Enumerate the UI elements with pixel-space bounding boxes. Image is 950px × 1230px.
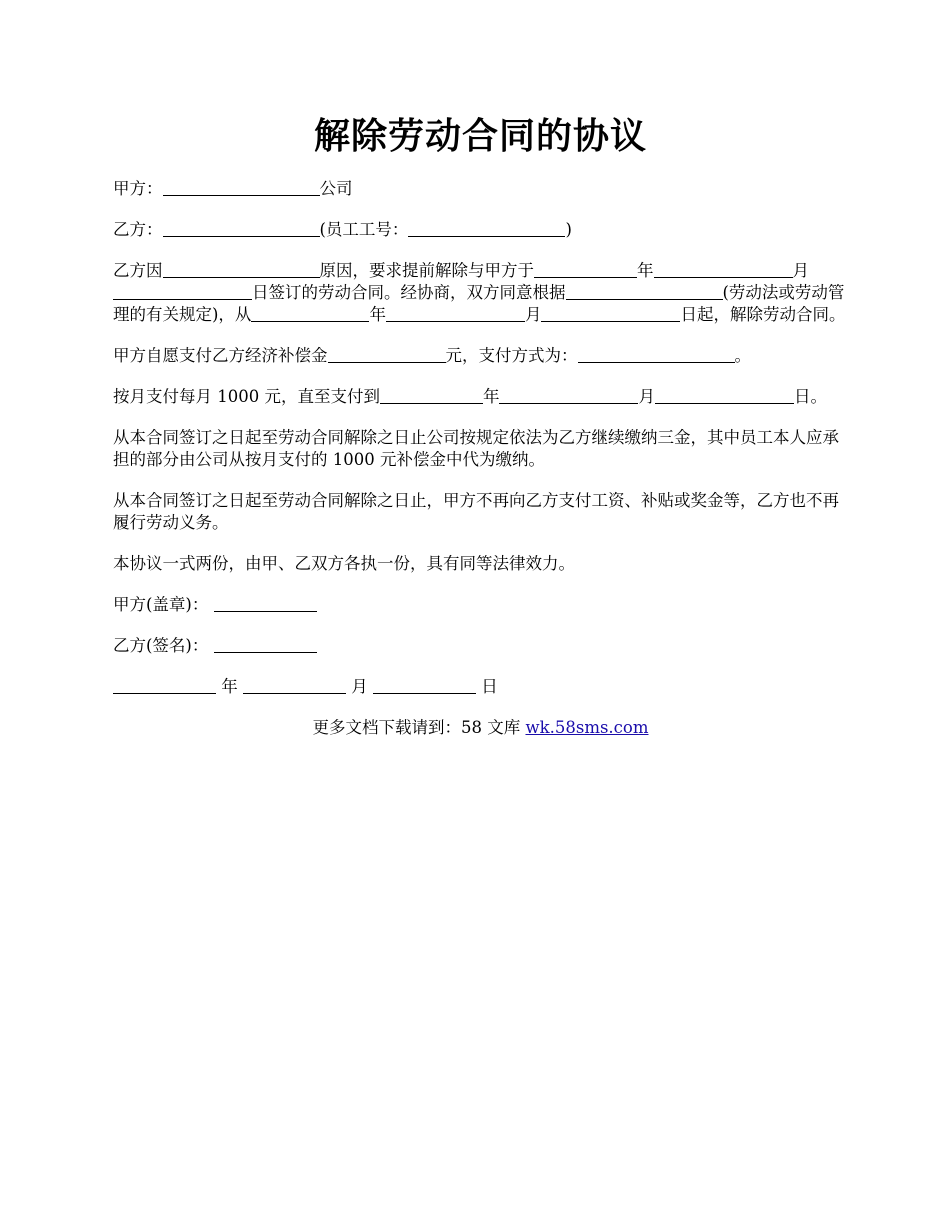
footer-link[interactable]: wk.58sms.com [525,718,649,737]
party-a-suffix: 公司 [319,179,353,198]
date-month-label: 月 [346,677,373,696]
employee-name-blank [163,220,320,237]
clause-text: (劳动法或劳动管理的有关规定)，从 [113,283,845,324]
end-month-blank [386,305,525,322]
employee-id-open: (员工工号： [319,220,409,239]
document-page [113,112,848,739]
sign-day-blank [113,283,252,300]
party-a-seal-blank [214,595,317,612]
pay-until-day-blank [655,387,794,404]
compensation-amount-blank [328,346,446,363]
obligations-clause: 从本合同签订之日起至劳动合同解除之日止，甲方不再向乙方支付工资、补贴或奖金等，乙方也不再履行劳动义务。 [113,491,839,532]
end-year-blank [251,305,369,322]
date-year-blank [113,677,216,694]
compensation-clause [113,345,848,367]
date-year-label: 年 [216,677,243,696]
party-b-sign-label: 乙方(签名)： [113,636,209,655]
pay-until-month-blank [499,387,638,404]
party-b-label: 乙方： [113,220,163,239]
sign-month-blank [654,261,793,278]
party-a-label: 甲方： [113,179,163,198]
clause-text: 元，支付方式为： [445,346,578,365]
signing-date [113,676,848,698]
legal-basis-blank [566,283,723,300]
clause-text: 日。 [793,387,827,406]
payment-method-blank [578,346,735,363]
clause-text: 日签订的劳动合同。经协商，双方同意根据 [252,283,566,302]
clause-text: 按月支付每月 1000 元，直至支付到 [113,387,380,406]
party-a-line [113,178,848,200]
insurance-clause: 从本合同签订之日起至劳动合同解除之日止公司按规定依法为乙方继续缴纳三金，其中员工本人应承担的部分由公司从按月支付的 1000 元补偿金中代为缴纳。 [113,428,839,469]
date-day-label: 日 [476,677,498,696]
clause-text: 年 [482,387,500,406]
party-b-line [113,219,848,241]
monthly-payment-clause [113,386,848,408]
party-b-signature [113,635,848,657]
clause-text: 。 [734,346,751,365]
employee-id-blank [408,220,565,237]
party-a-signature [113,594,848,616]
clause-text: 原因，要求提前解除与甲方于 [319,261,534,280]
clause-text: 年 [637,261,654,280]
clause-text: 年 [369,305,386,324]
clause-text: 日起，解除劳动合同。 [680,305,846,324]
employee-id-close: ) [565,220,572,239]
clause-text: 甲方自愿支付乙方经济补偿金 [113,346,328,365]
date-day-blank [373,677,476,694]
company-name-blank [163,179,320,196]
sign-year-blank [534,261,637,278]
footer-text: 更多文档下载请到：58 文库 [312,718,526,737]
footer [113,717,848,739]
party-b-sign-blank [214,636,317,653]
clause-text: 月 [638,387,655,406]
reason-blank [163,261,320,278]
clause-text: 乙方因 [113,261,163,280]
clause-text: 月 [524,305,542,324]
end-day-blank [541,305,680,322]
party-a-seal-label: 甲方(盖章)： [113,595,209,614]
termination-clause [113,260,848,326]
clause-text: 月 [792,261,809,280]
document-title: 解除劳动合同的协议 [313,115,647,157]
date-month-blank [243,677,346,694]
copies-clause: 本协议一式两份，由甲、乙双方各执一份，具有同等法律效力。 [113,554,575,573]
pay-until-year-blank [380,387,483,404]
